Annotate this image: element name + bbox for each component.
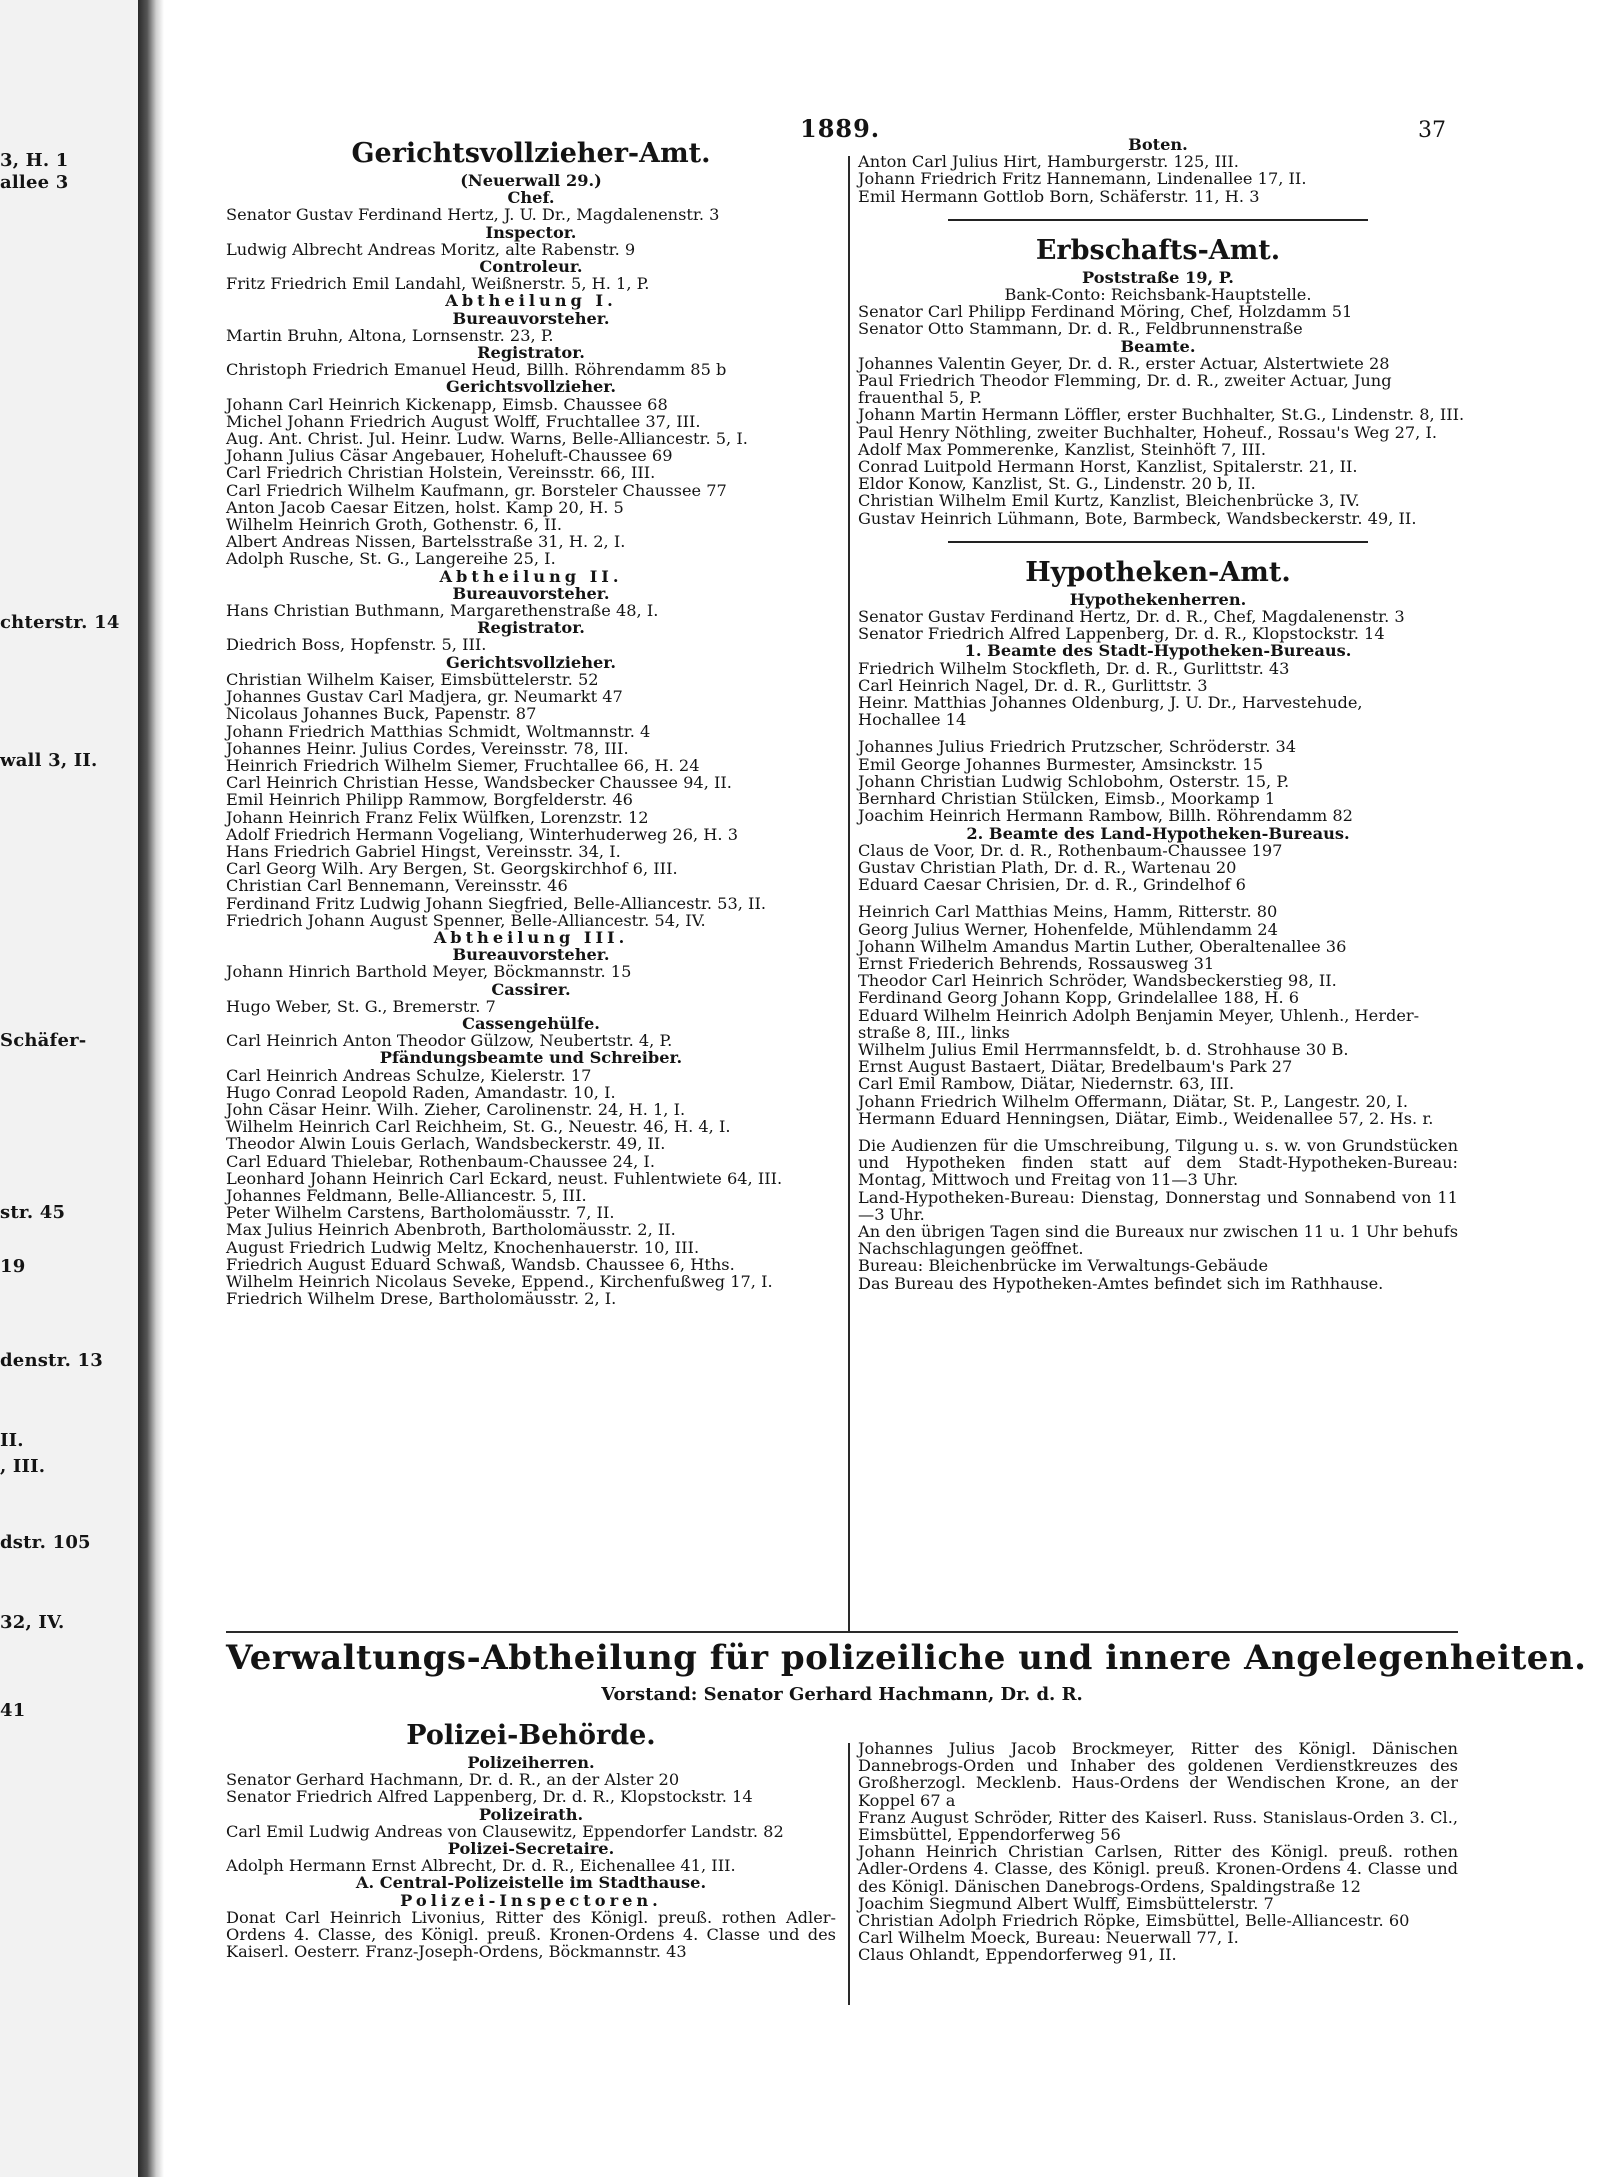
list-item: Johannes Heinr. Julius Cordes, Vereinsstr. 78, III. bbox=[226, 738, 629, 758]
list-item: Senator Gerhard Hachmann, Dr. d. R., an der Alster 20 bbox=[226, 1770, 680, 1790]
list-item: frauenthal 5, P. bbox=[858, 388, 983, 408]
section-heading: Bureauvorsteher. bbox=[452, 945, 610, 965]
list-item: Carl Emil Rambow, Diätar, Niedernstr. 63, III. bbox=[858, 1074, 1235, 1094]
list-item: Senator Gustav Ferdinand Hertz, J. U. Dr., Magdalenenstr. 3 bbox=[226, 205, 720, 225]
section-title: Erbschafts-Amt. bbox=[1035, 234, 1281, 266]
list-item: Christian Wilhelm Emil Kurtz, Kanzlist, Bleichenbrücke 3, IV. bbox=[858, 491, 1360, 511]
list-item: Eldor Konow, Kanzlist, St. G., Lindenstr. 20 b, II. bbox=[858, 474, 1256, 494]
list-item: Aug. Ant. Christ. Jul. Heinr. Ludw. Warns, Belle-Alliancestr. 5, I. bbox=[226, 429, 748, 449]
list-item: Emil George Johannes Burmester, Amsinckstr. 15 bbox=[858, 754, 1264, 774]
list-item: Heinrich Friedrich Wilhelm Siemer, Fruchtallee 66, H. 24 bbox=[226, 755, 700, 775]
list-item: Johann Hinrich Barthold Meyer, Böckmannstr. 15 bbox=[226, 962, 632, 982]
list-item: Anton Jacob Caesar Eitzen, holst. Kamp 20, H. 5 bbox=[226, 497, 624, 517]
list-item: Adolf Max Pommerenke, Kanzlist, Steinhöft 7, III. bbox=[858, 439, 1266, 459]
left-page-text: 41 bbox=[0, 1700, 26, 1721]
list-item: Adolf Friedrich Hermann Vogeliang, Winterhuderweg 26, H. 3 bbox=[226, 824, 739, 844]
bottom-column-divider bbox=[848, 1743, 850, 2005]
list-item: Theodor Alwin Louis Gerlach, Wandsbeckerstr. 49, II. bbox=[226, 1134, 666, 1154]
paragraph: Land-Hypotheken-Bureau: Dienstag, Donnerstag und Sonnabend von 11—3 Uhr. bbox=[858, 1187, 1458, 1224]
paragraph: An den übrigen Tagen sind die Bureaux nur zwischen 11 u. 1 Uhr behufs Nachschlagungen geöffnet. bbox=[858, 1221, 1458, 1259]
list-item: Georg Julius Werner, Hohenfelde, Mühlendamm 24 bbox=[858, 919, 1278, 939]
left-page-text: 32, IV. bbox=[0, 1612, 65, 1633]
section-heading: Boten. bbox=[1128, 135, 1188, 154]
column-divider bbox=[848, 156, 850, 1631]
list-item: Carl Eduard Thielebar, Rothenbaum-Chaussee 24, I. bbox=[226, 1151, 655, 1171]
section-heading: Gerichtsvollzieher. bbox=[446, 377, 616, 397]
list-item: Fritz Friedrich Emil Landahl, Weißnerstr. 5, H. 1, P. bbox=[226, 274, 650, 294]
list-item: Ernst August Bastaert, Diätar, Bredelbaum's Park 27 bbox=[858, 1057, 1293, 1077]
section-heading: Chef. bbox=[507, 188, 555, 208]
division-heading: Abtheilung III. bbox=[433, 927, 629, 947]
list-item: Senator Carl Philipp Ferdinand Möring, Chef, Holzdamm 51 bbox=[858, 302, 1353, 322]
list-item: Peter Wilhelm Carstens, Bartholomäusstr. 7, II. bbox=[226, 1203, 615, 1223]
list-item: Friedrich August Eduard Schwaß, Wandsb. Chaussee 6, Hths. bbox=[226, 1254, 735, 1274]
section-heading: Registrator. bbox=[477, 343, 585, 363]
police-left-column bbox=[226, 1718, 836, 1960]
list-item: Albert Andreas Nissen, Bartelsstraße 31, H. 2, I. bbox=[226, 532, 626, 552]
section-heading: (Neuerwall 29.) bbox=[460, 171, 602, 190]
left-column bbox=[226, 136, 836, 1307]
list-item: Wilhelm Heinrich Groth, Gothenstr. 6, II. bbox=[226, 515, 563, 535]
list-item: Johann Martin Hermann Löffler, erster Buchhalter, St.G., Lindenstr. 8, III. bbox=[858, 405, 1465, 425]
section-heading: Pfändungsbeamte und Schreiber. bbox=[379, 1048, 683, 1068]
list-item: Ludwig Albrecht Andreas Moritz, alte Rabenstr. 9 bbox=[226, 239, 636, 259]
list-item: Das Bureau des Hypotheken-Amtes befindet sich im Rathhause. bbox=[858, 1273, 1384, 1293]
list-item: Johannes Valentin Geyer, Dr. d. R., erster Actuar, Alstertwiete 28 bbox=[858, 353, 1390, 373]
section-heading: Cassengehülfe. bbox=[462, 1013, 600, 1033]
left-page-text: denstr. 13 bbox=[0, 1350, 103, 1371]
left-page-text: str. 45 bbox=[0, 1202, 66, 1223]
section-heading: Hypothekenherren. bbox=[1069, 589, 1247, 609]
list-item: Adolph Rusche, St. G., Langereihe 25, I. bbox=[226, 549, 556, 569]
left-page-text: Schäfer- bbox=[0, 1030, 87, 1051]
department-title: Verwaltungs-Abtheilung für polizeiliche und innere Angelegenheiten. bbox=[226, 1638, 1587, 1678]
section-heading: Bureauvorsteher. bbox=[452, 308, 610, 328]
list-item: Senator Otto Stammann, Dr. d. R., Feldbrunnenstraße bbox=[858, 319, 1303, 339]
left-page-fragment bbox=[0, 0, 145, 2177]
list-item: Johann Julius Cäsar Angebauer, Hoheluft-Chaussee 69 bbox=[226, 446, 673, 466]
section-heading: Polizeirath. bbox=[478, 1804, 584, 1824]
section-heading: Polizei-Secretaire. bbox=[447, 1839, 615, 1859]
list-item: Carl Heinrich Andreas Schulze, Kielerstr. 17 bbox=[226, 1065, 592, 1085]
list-item: Hans Christian Buthmann, Margarethenstraße 48, I. bbox=[226, 601, 659, 621]
page-number: 37 bbox=[1418, 118, 1446, 143]
list-item: Johann Friedrich Fritz Hannemann, Lindenallee 17, II. bbox=[858, 169, 1307, 189]
list-item: Johannes Gustav Carl Madjera, gr. Neumarkt 47 bbox=[226, 687, 623, 707]
list-item: Carl Friedrich Christian Holstein, Vereinsstr. 66, III. bbox=[226, 463, 656, 483]
left-page-text: 19 bbox=[0, 1256, 26, 1277]
list-item: Heinrich Carl Matthias Meins, Hamm, Ritterstr. 80 bbox=[858, 902, 1278, 922]
list-item: Senator Friedrich Alfred Lappenberg, Dr. d. R., Klopstockstr. 14 bbox=[858, 624, 1385, 644]
section-rule bbox=[948, 219, 1368, 221]
paragraph: Die Audienzen für die Umschreibung, Tilgung u. s. w. von Grundstücken und Hypotheken finden statt auf dem Stadt-Hypotheken-Bureau: Montag, Mittwoch und Freitag von 11—3 Uhr. bbox=[858, 1135, 1458, 1190]
paragraph: Johann Heinrich Christian Carlsen, Ritter des Königl. preuß. rothen Adler-Ordens 4. Classe, des Königl. preuß. Kronen-Ordens 4. Classe und des Königl. Dänischen Danebrogs-Ordens, Spaldingstraße 12 bbox=[858, 1842, 1458, 1896]
list-item: Wilhelm Heinrich Nicolaus Seveke, Eppend., Kirchenfußweg 17, I. bbox=[226, 1272, 773, 1291]
list-item: Leonhard Johann Heinrich Carl Eckard, neust. Fuhlentwiete 64, III. bbox=[226, 1168, 783, 1188]
list-item: Paul Henry Nöthling, zweiter Buchhalter, Hoheuf., Rossau's Weg 27, I. bbox=[858, 422, 1438, 442]
list-item: Hochallee 14 bbox=[858, 710, 967, 730]
list-item: Christian Wilhelm Kaiser, Eimsbüttelerstr. 52 bbox=[226, 669, 599, 689]
list-item: Ferdinand Georg Johann Kopp, Grindelallee 188, H. 6 bbox=[858, 988, 1300, 1008]
list-item: Michel Johann Friedrich August Wolff, Fruchtallee 37, III. bbox=[226, 411, 701, 431]
list-item: Hugo Weber, St. G., Bremerstr. 7 bbox=[226, 996, 496, 1016]
list-item: Nicolaus Johannes Buck, Papenstr. 87 bbox=[226, 704, 537, 724]
list-item: Christian Adolph Friedrich Röpke, Eimsbüttel, Belle-Alliancestr. 60 bbox=[858, 1911, 1410, 1931]
left-page-text: chterstr. 14 bbox=[0, 612, 120, 633]
list-item: Friedrich Johann August Spenner, Belle-Alliancestr. 54, IV. bbox=[226, 910, 706, 930]
list-item: Johann Carl Heinrich Kickenapp, Eimsb. Chaussee 68 bbox=[226, 394, 668, 414]
list-item: Carl Wilhelm Moeck, Bureau: Neuerwall 77, I. bbox=[858, 1928, 1239, 1948]
section-title: Gerichtsvollzieher-Amt. bbox=[351, 138, 711, 169]
division-heading: Abtheilung II. bbox=[439, 566, 623, 586]
list-item: Bureau: Bleichenbrücke im Verwaltungs-Gebäude bbox=[858, 1256, 1269, 1276]
section-heading: Bureauvorsteher. bbox=[452, 583, 610, 603]
list-item: Diedrich Boss, Hopfenstr. 5, III. bbox=[226, 635, 487, 655]
list-item: Conrad Luitpold Hermann Horst, Kanzlist, Spitalerstr. 21, II. bbox=[858, 457, 1358, 477]
division-heading: Polizei-Inspectoren. bbox=[400, 1890, 662, 1910]
list-item: Ferdinand Fritz Ludwig Johann Siegfried, Belle-Alliancestr. 53, II. bbox=[226, 893, 766, 913]
list-item: Joachim Siegmund Albert Wulff, Eimsbüttelerstr. 7 bbox=[858, 1893, 1274, 1913]
list-item: Carl Friedrich Wilhelm Kaufmann, gr. Borsteler Chaussee 77 bbox=[226, 480, 727, 500]
list-item: Hermann Eduard Henningsen, Diätar, Eimb., Weidenallee 57, 2. Hs. r. bbox=[858, 1108, 1434, 1128]
section-divider bbox=[226, 1631, 1458, 1633]
section-heading: A. Central-Polizeistelle im Stadthause. bbox=[355, 1873, 707, 1893]
list-item: Christian Carl Bennemann, Vereinsstr. 46 bbox=[226, 876, 568, 896]
section-note: Bank-Conto: Reichsbank-Hauptstelle. bbox=[1004, 285, 1312, 305]
list-item: August Friedrich Ludwig Meltz, Knochenhauerstr. 10, III. bbox=[226, 1237, 700, 1257]
list-item: Gustav Heinrich Lühmann, Bote, Barmbeck, Wandsbeckerstr. 49, II. bbox=[858, 508, 1417, 528]
list-item: John Cäsar Heinr. Wilh. Zieher, Carolinenstr. 24, H. 1, I. bbox=[226, 1099, 686, 1119]
list-item: Friedrich Wilhelm Drese, Bartholomäusstr. 2, I. bbox=[226, 1289, 617, 1309]
section-title: Hypotheken-Amt. bbox=[1025, 556, 1291, 588]
paragraph: Donat Carl Heinrich Livonius, Ritter des Königl. preuß. rothen Adler-Ordens 4. Classe, des Königl. preuß. Kronen-Ordens 4. Classe und des Kaiserl. Oesterr. Franz-Joseph-Ordens, Böckmannstr. 43 bbox=[226, 1907, 836, 1962]
list-item: Anton Carl Julius Hirt, Hamburgerstr. 125, III. bbox=[858, 152, 1239, 172]
list-item: Adolph Hermann Ernst Albrecht, Dr. d. R., Eichenallee 41, III. bbox=[226, 1856, 736, 1876]
department-head: Vorstand: Senator Gerhard Hachmann, Dr. d. R. bbox=[601, 1684, 1083, 1705]
list-item: Hans Friedrich Gabriel Hingst, Vereinsstr. 34, I. bbox=[226, 841, 621, 861]
left-page-text: allee 3 bbox=[0, 172, 69, 193]
paragraph: Johannes Julius Jacob Brockmeyer, Ritter des Königl. Dänischen Dannebrogs-Orden und Inhaber des goldenen Verdienstkreuzes des Großherzogl. Mecklenb. Haus-Ordens der Wendischen Krone, an der Koppel 67 a bbox=[858, 1739, 1458, 1810]
list-item: Eduard Wilhelm Heinrich Adolph Benjamin Meyer, Uhlenh., Herder- bbox=[858, 1005, 1420, 1025]
list-item: Senator Friedrich Alfred Lappenberg, Dr. d. R., Klopstockstr. 14 bbox=[226, 1787, 753, 1807]
section-heading: Inspector. bbox=[485, 222, 577, 242]
list-item: Carl Heinrich Anton Theodor Gülzow, Neubertstr. 4, P. bbox=[226, 1031, 673, 1051]
section-heading: 1. Beamte des Stadt-Hypotheken-Bureaus. bbox=[964, 641, 1352, 661]
section-heading: Cassirer. bbox=[491, 979, 571, 999]
list-item: Christoph Friedrich Emanuel Heud, Billh. Röhrendamm 85 b bbox=[226, 360, 727, 380]
section-title: Polizei-Behörde. bbox=[406, 1720, 656, 1751]
list-item: Wilhelm Heinrich Carl Reichheim, St. G., Neuestr. 46, H. 4, I. bbox=[226, 1117, 731, 1137]
section-heading: 2. Beamte des Land-Hypotheken-Bureaus. bbox=[966, 823, 1350, 843]
list-item: Joachim Heinrich Hermann Rambow, Billh. Röhrendamm 82 bbox=[858, 806, 1353, 826]
list-item: Theodor Carl Heinrich Schröder, Wandsbeckerstieg 98, II. bbox=[858, 971, 1337, 991]
section-heading: Controleur. bbox=[479, 257, 583, 277]
list-item: Carl Georg Wilh. Ary Bergen, St. Georgskirchhof 6, III. bbox=[226, 859, 678, 879]
list-item: Friedrich Wilhelm Stockfleth, Dr. d. R., Gurlittstr. 43 bbox=[858, 658, 1290, 678]
paragraph: Franz August Schröder, Ritter des Kaiserl. Russ. Stanislaus-Orden 3. Cl., Eimsbüttel, Eppendorferweg 56 bbox=[858, 1807, 1458, 1845]
list-item: Johann Friedrich Wilhelm Offermann, Diätar, St. P., Langestr. 20, I. bbox=[858, 1091, 1408, 1111]
right-column bbox=[858, 135, 1465, 1293]
list-item: Martin Bruhn, Altona, Lornsenstr. 23, P. bbox=[226, 325, 554, 345]
left-page-text: , III. bbox=[0, 1456, 46, 1477]
list-item: Senator Gustav Ferdinand Hertz, Dr. d. R., Chef, Magdalenenstr. 3 bbox=[858, 607, 1405, 627]
section-heading: Registrator. bbox=[477, 618, 585, 638]
page bbox=[160, 78, 1587, 2138]
list-item: straße 8, III., links bbox=[858, 1022, 1010, 1042]
left-page-text: II. bbox=[0, 1430, 24, 1451]
list-item: Johann Heinrich Franz Felix Wülfken, Lorenzstr. 12 bbox=[226, 807, 649, 827]
section-heading: Polizeiherren. bbox=[467, 1753, 595, 1772]
list-item: Johannes Feldmann, Belle-Alliancestr. 5, III. bbox=[226, 1185, 587, 1205]
list-item: Ernst Friederich Behrends, Rossausweg 31 bbox=[858, 953, 1215, 973]
list-item: Emil Hermann Gottlob Born, Schäferstr. 11, H. 3 bbox=[858, 186, 1260, 206]
section-heading: Poststraße 19, P. bbox=[1082, 267, 1234, 287]
section-heading: Gerichtsvollzieher. bbox=[446, 652, 616, 672]
list-item: Paul Friedrich Theodor Flemming, Dr. d. R., zweiter Actuar, Jung bbox=[858, 371, 1392, 391]
list-item: Johann Wilhelm Amandus Martin Luther, Oberaltenallee 36 bbox=[858, 936, 1347, 956]
left-page-text: wall 3, II. bbox=[0, 750, 98, 771]
list-item: Carl Heinrich Nagel, Dr. d. R., Gurlittstr. 3 bbox=[858, 675, 1208, 695]
list-item: Bernhard Christian Stülcken, Eimsb., Moorkamp 1 bbox=[858, 789, 1276, 809]
list-item: Heinr. Matthias Johannes Oldenburg, J. U. Dr., Harvestehude, bbox=[858, 693, 1363, 713]
list-item: Claus de Voor, Dr. d. R., Rothenbaum-Chaussee 197 bbox=[858, 840, 1283, 860]
list-item: Carl Heinrich Christian Hesse, Wandsbecker Chaussee 94, II. bbox=[226, 773, 732, 793]
list-item: Wilhelm Julius Emil Herrmannsfeldt, b. d. Strohhause 30 B. bbox=[858, 1039, 1349, 1059]
section-heading: Beamte. bbox=[1120, 336, 1196, 356]
list-item: Claus Ohlandt, Eppendorferweg 91, II. bbox=[858, 1945, 1177, 1965]
police-right-column bbox=[858, 1740, 1458, 1964]
division-heading: Abtheilung I. bbox=[445, 291, 617, 311]
list-item: Carl Emil Ludwig Andreas von Clausewitz, Eppendorfer Landstr. 82 bbox=[226, 1821, 784, 1841]
list-item: Gustav Christian Plath, Dr. d. R., Wartenau 20 bbox=[858, 857, 1237, 877]
list-item: Eduard Caesar Chrisien, Dr. d. R., Grindelhof 6 bbox=[858, 875, 1246, 895]
left-page-text: 3, H. 1 bbox=[0, 150, 69, 171]
list-item: Johannes Julius Friedrich Prutzscher, Schröderstr. 34 bbox=[858, 737, 1297, 757]
section-rule bbox=[948, 541, 1368, 543]
list-item: Johann Christian Ludwig Schlobohm, Osterstr. 15, P. bbox=[858, 771, 1290, 791]
list-item: Hugo Conrad Leopold Raden, Amandastr. 10, I. bbox=[226, 1082, 616, 1102]
list-item: Johann Friedrich Matthias Schmidt, Woltmannstr. 4 bbox=[226, 721, 651, 741]
list-item: Max Julius Heinrich Abenbroth, Bartholomäusstr. 2, II. bbox=[226, 1220, 676, 1240]
left-page-text: dstr. 105 bbox=[0, 1532, 91, 1553]
list-item: Emil Heinrich Philipp Rammow, Borgfelderstr. 46 bbox=[226, 790, 633, 810]
page-year: 1889. bbox=[800, 114, 881, 143]
